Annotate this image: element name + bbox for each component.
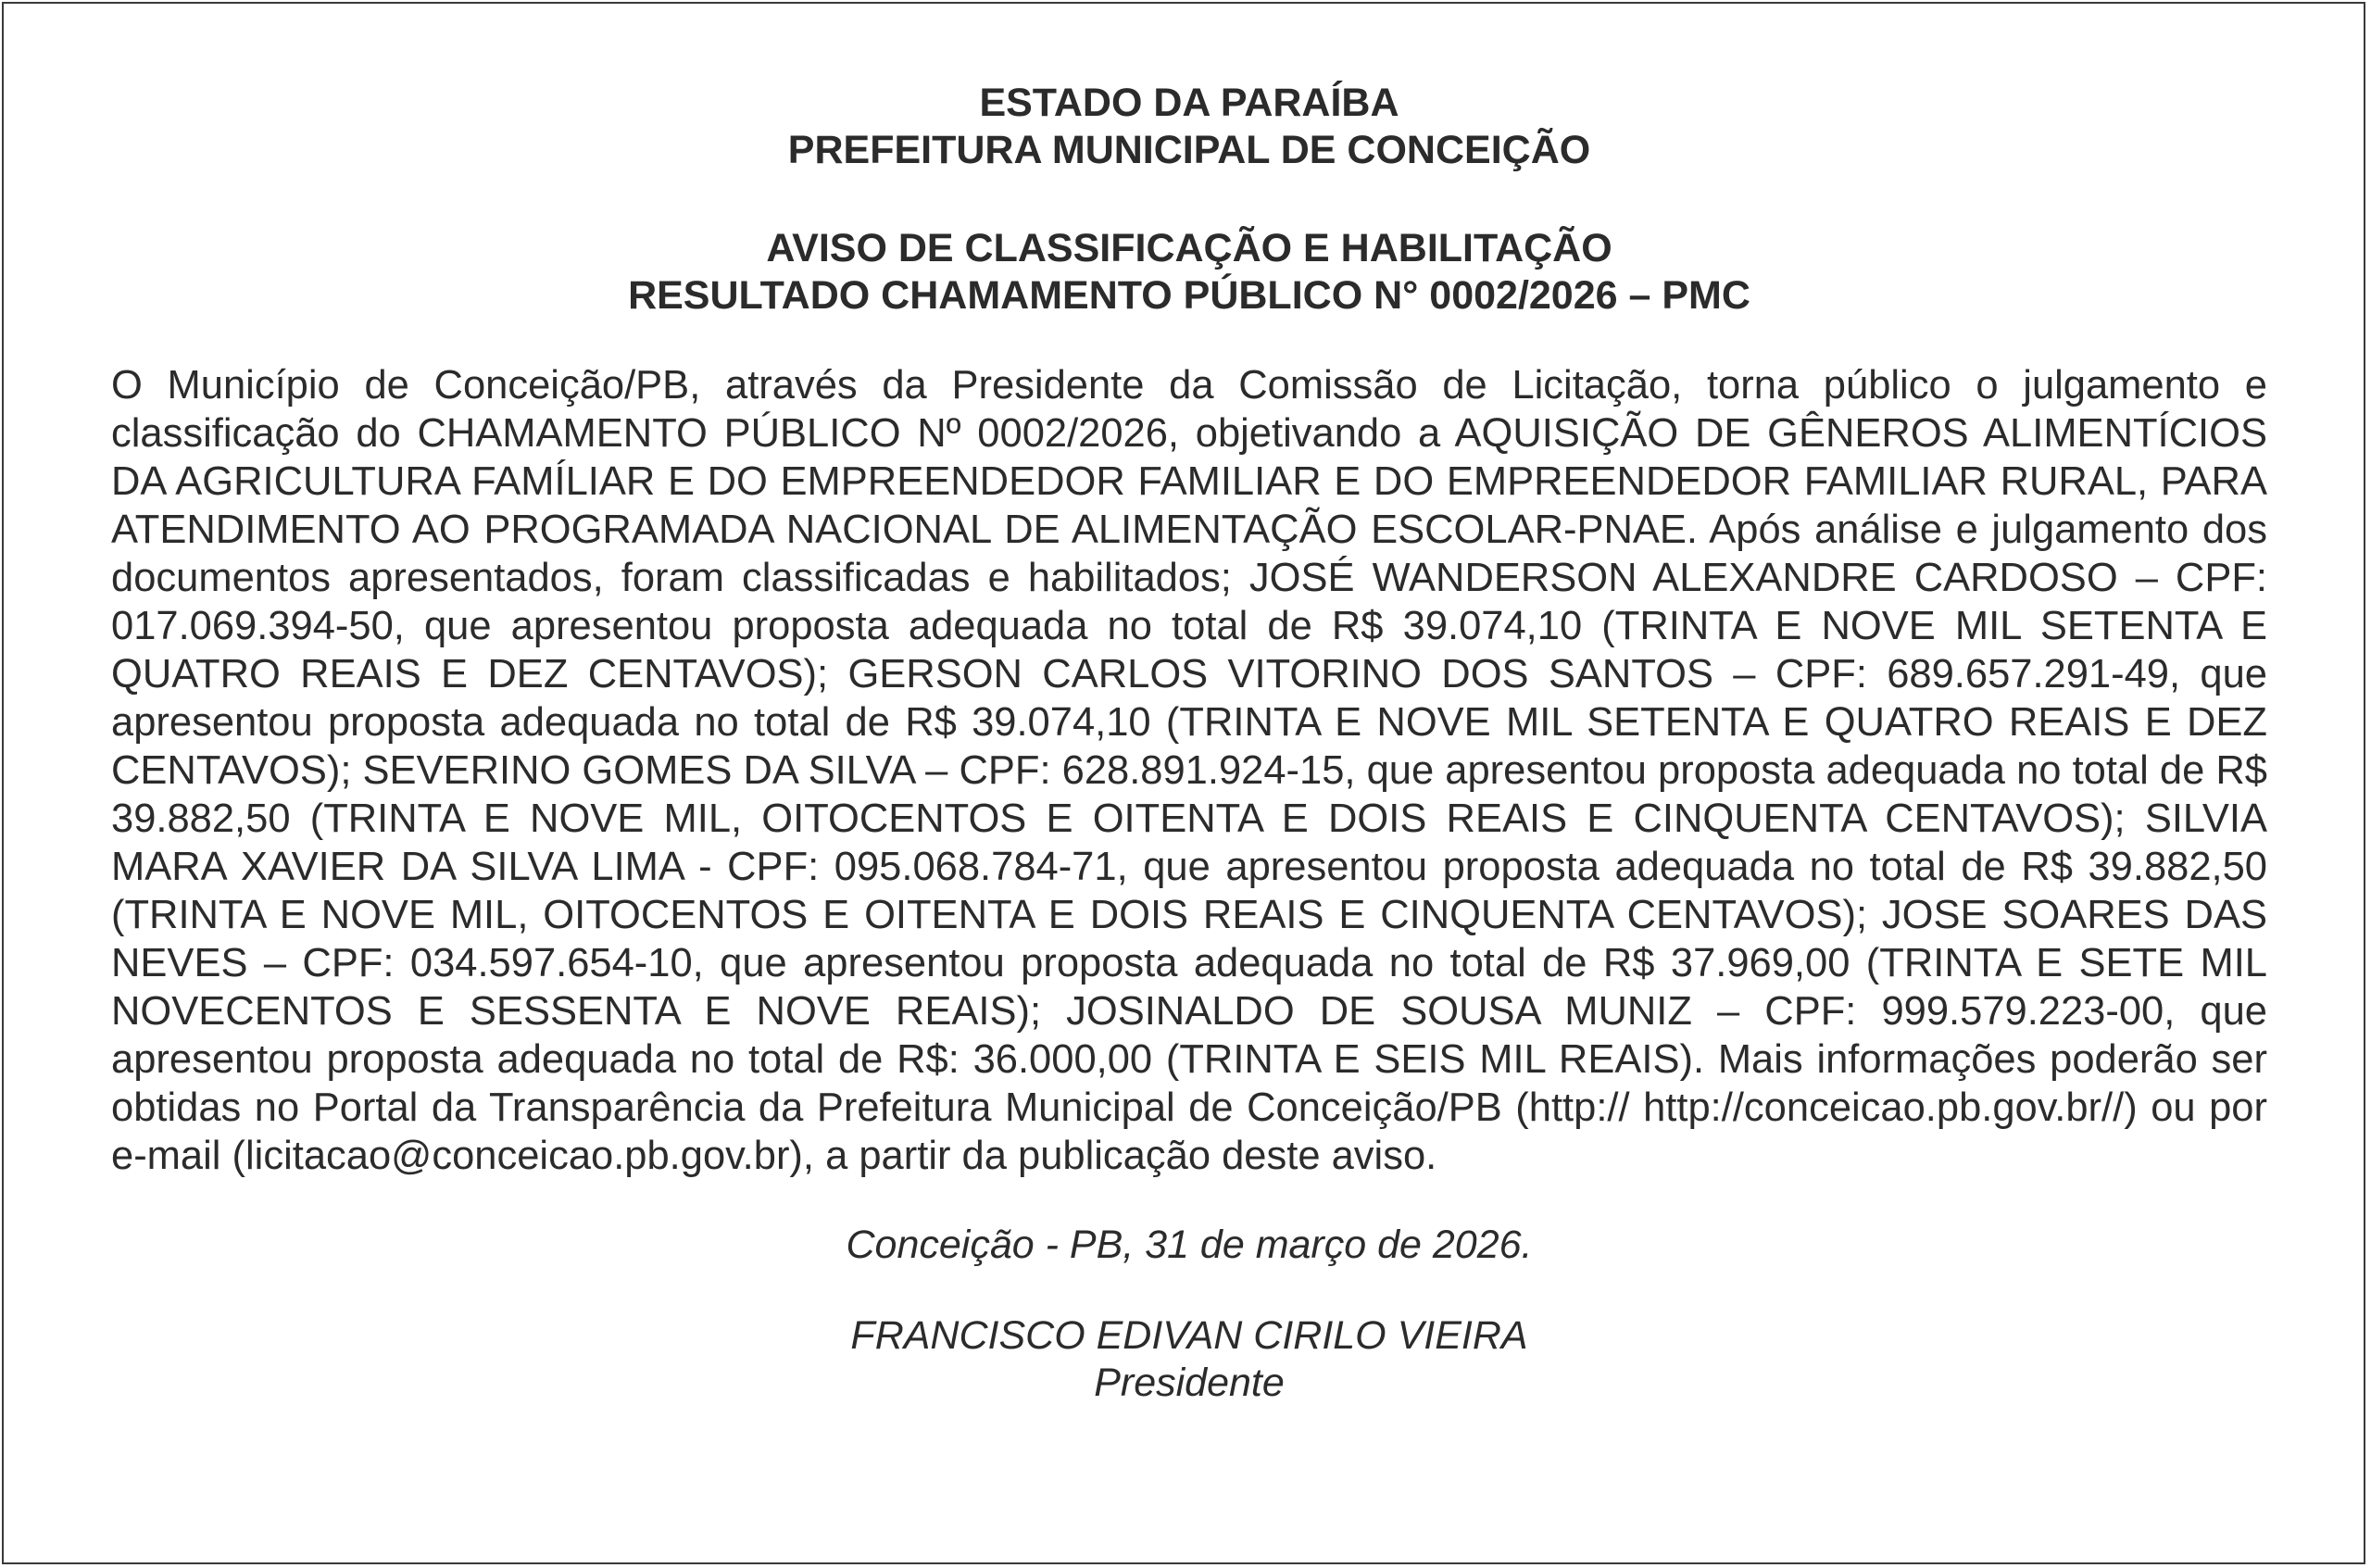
notice-title: AVISO DE CLASSIFICAÇÃO E HABILITAÇÃO (766, 226, 1612, 270)
notice-content (111, 80, 2267, 1407)
notice-subtitle: RESULTADO CHAMAMENTO PÚBLICO N° 0002/2026 – PMC (628, 273, 1750, 318)
signer-role: Presidente (1094, 1361, 1285, 1405)
notice-document (2, 2, 2365, 1564)
notice-date: Conceição - PB, 31 de março de 2026. (846, 1223, 1533, 1267)
notice-body: O Município de Conceição/PB, através da Presidente da Comissão de Licitação, torna público o julgamento e classificação do CHAMAMENTO PÚBLICO Nº 0002/2026, objetivando a AQUISIÇÃO DE GÊNEROS ALIMENTÍCIOS DA AGRICULTURA FAMÍLIAR E DO EMPREENDEDOR FAMILIAR E DO EMPREENDEDOR FAMILIAR RURAL, PARA ATENDIMENTO AO PROGRAMADA NACIONAL DE ALIMENTAÇÃO ESCOLAR-PNAE. Após análise e julgamento dos documentos apresentados, foram classificadas e habilitados; JOSÉ WANDERSON ALEXANDRE CARDOSO – CPF: 017.069.394-50, que apresentou proposta adequada no total de R$ 39.074,10 (TRINTA E NOVE MIL SETENTA E QUATRO REAIS E DEZ CENTAVOS); GERSON CARLOS VITORINO DOS SANTOS – CPF: 689.657.291-49, que apresentou proposta adequada no total de R$ 39.074,10 (TRINTA E NOVE MIL SETENTA E QUATRO REAIS E DEZ CENTAVOS); SEVERINO GOMES DA SILVA – CPF: 628.891.924-15, que apresentou proposta adequada no total de R$ 39.882,50 (TRINTA E NOVE MIL, OITOCENTOS E OITENTA E DOIS REAIS E CINQUENTA CENTAVOS); SILVIA MARA XAVIER DA SILVA LIMA - CPF: 095.068.784-71, que apresentou proposta adequada no total de R$ 39.882,50 (TRINTA E NOVE MIL, OITOCENTOS E OITENTA E DOIS REAIS E CINQUENTA CENTAVOS); JOSE SOARES DAS NEVES – CPF: 034.597.654-10, que apresentou proposta adequada no total de R$ 37.969,00 (TRINTA E SETE MIL NOVECENTOS E SESSENTA E NOVE REAIS); JOSINALDO DE SOUSA MUNIZ – CPF: 999.579.223-00, que apresentou proposta adequada no total de R$: 36.000,00 (TRINTA E SEIS MIL REAIS). Mais informações poderão ser obtidas no Portal da Transparência da Prefeitura Municipal de Conceição/PB (http:// http://conceicao.pb.gov.br//) ou por e-mail (licitacao@conceicao.pb.gov.br), a partir da publicação deste aviso. (111, 363, 2267, 1178)
state-heading: ESTADO DA PARAÍBA (979, 81, 1399, 125)
signer-name: FRANCISCO EDIVAN CIRILO VIEIRA (850, 1313, 1528, 1358)
municipality-heading: PREFEITURA MUNICIPAL DE CONCEIÇÃO (787, 128, 1591, 172)
